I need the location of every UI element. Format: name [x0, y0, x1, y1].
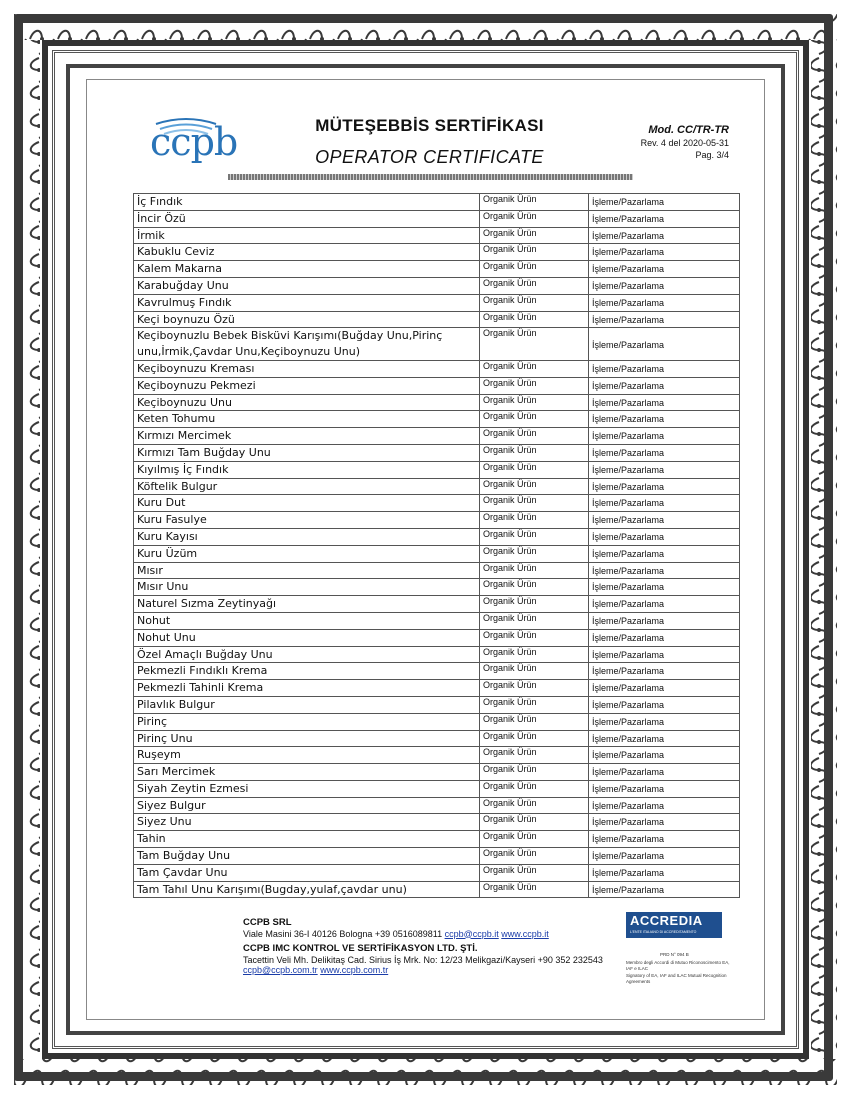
address-it — [243, 929, 623, 940]
category-cell: Organik Ürün — [480, 244, 589, 261]
product-name-cell: Nohut — [134, 612, 480, 629]
activity-cell: İşleme/Pazarlama — [589, 394, 740, 411]
product-name-cell: Naturel Sızma Zeytinyağı — [134, 596, 480, 613]
table-row — [134, 428, 740, 445]
product-name-cell: İrmik — [134, 227, 480, 244]
company-name-tr: CCPB IMC KONTROL VE SERTİFİKASYON LTD. ŞTİ. — [243, 943, 478, 954]
product-name-cell: Kabuklu Ceviz — [134, 244, 480, 261]
table-row — [134, 579, 740, 596]
product-name-cell: Pirinç — [134, 713, 480, 730]
table-row — [134, 210, 740, 227]
category-cell: Organik Ürün — [480, 646, 589, 663]
activity-cell: İşleme/Pazarlama — [589, 780, 740, 797]
table-row — [134, 360, 740, 377]
product-name-cell: Ruşeym — [134, 747, 480, 764]
product-name-cell: Tam Çavdar Unu — [134, 864, 480, 881]
category-cell: Organik Ürün — [480, 394, 589, 411]
category-cell: Organik Ürün — [480, 377, 589, 394]
category-cell: Organik Ürün — [480, 629, 589, 646]
product-name-cell: Kavrulmuş Fındık — [134, 294, 480, 311]
category-cell: Organik Ürün — [480, 780, 589, 797]
category-cell: Organik Ürün — [480, 881, 589, 898]
table-row — [134, 663, 740, 680]
product-name-cell: Pilavlık Bulgur — [134, 696, 480, 713]
category-cell: Organik Ürün — [480, 831, 589, 848]
activity-cell: İşleme/Pazarlama — [589, 461, 740, 478]
activity-cell: İşleme/Pazarlama — [589, 680, 740, 697]
table-row — [134, 411, 740, 428]
activity-cell: İşleme/Pazarlama — [589, 848, 740, 865]
footer — [243, 918, 623, 976]
form-code: Mod. CC/TR-TR — [648, 124, 729, 136]
table-row — [134, 646, 740, 663]
table-row — [134, 461, 740, 478]
table-row — [134, 444, 740, 461]
table-row — [134, 848, 740, 865]
category-cell: Organik Ürün — [480, 461, 589, 478]
product-name-cell: Kırmızı Mercimek — [134, 428, 480, 445]
table-row — [134, 612, 740, 629]
accredia-logo-text: ACCREDIA — [630, 913, 703, 928]
category-cell: Organik Ürün — [480, 227, 589, 244]
category-cell: Organik Ürün — [480, 277, 589, 294]
accredia-logo — [626, 912, 722, 938]
table-row — [134, 864, 740, 881]
category-cell: Organik Ürün — [480, 311, 589, 328]
address-it-text: Viale Masini 36-I 40126 Bologna +39 0516089811 — [243, 928, 443, 939]
product-name-cell: Kırmızı Tam Buğday Unu — [134, 444, 480, 461]
address-tr: Tacettin Veli Mh. Delikitaş Cad. Sirius İş Mrk. No: 12/23 Melikgazi/Kayseri +90 352 232543 — [243, 954, 603, 965]
table-row — [134, 261, 740, 278]
category-cell: Organik Ürün — [480, 545, 589, 562]
product-name-cell: Sarı Mercimek — [134, 764, 480, 781]
table-row — [134, 528, 740, 545]
product-name-cell: Kuru Üzüm — [134, 545, 480, 562]
activity-cell: İşleme/Pazarlama — [589, 411, 740, 428]
category-cell: Organik Ürün — [480, 663, 589, 680]
web-tr-link[interactable]: www.ccpb.com.tr — [320, 965, 389, 975]
table-row — [134, 377, 740, 394]
table-row — [134, 764, 740, 781]
product-name-cell: Tahin — [134, 831, 480, 848]
category-cell: Organik Ürün — [480, 562, 589, 579]
activity-cell: İşleme/Pazarlama — [589, 528, 740, 545]
product-name-cell: Pekmezli Fındıklı Krema — [134, 663, 480, 680]
activity-cell: İşleme/Pazarlama — [589, 360, 740, 377]
product-name-cell: Tam Buğday Unu — [134, 848, 480, 865]
product-name-cell: Kalem Makarna — [134, 261, 480, 278]
products-table — [133, 193, 740, 898]
activity-cell: İşleme/Pazarlama — [589, 562, 740, 579]
product-name-cell: Keçiboynuzu Kreması — [134, 360, 480, 377]
table-row — [134, 478, 740, 495]
category-cell: Organik Ürün — [480, 495, 589, 512]
table-row — [134, 311, 740, 328]
table-row — [134, 696, 740, 713]
activity-cell: İşleme/Pazarlama — [589, 210, 740, 227]
product-name-cell: Keçiboynuzlu Bebek Bisküvi Karışımı(Buğday Unu,Pirinç unu,İrmik,Çavdar Unu,Keçiboynuzu Unu) — [134, 328, 480, 361]
accreditation-number: PRD N° 094 B — [660, 952, 689, 957]
table-row — [134, 562, 740, 579]
company-name-it: CCPB SRL — [243, 917, 292, 928]
certificate-title-en: OPERATOR CERTIFICATE — [315, 147, 544, 167]
web-it-link[interactable]: www.ccpb.it — [501, 928, 549, 939]
table-row — [134, 545, 740, 562]
category-cell: Organik Ürün — [480, 328, 589, 361]
email-tr-link[interactable]: ccpb@ccpb.com.tr — [243, 965, 318, 975]
table-row — [134, 194, 740, 211]
accreditation-note-it: Membro degli Accordi di Mutuo Riconoscimento EA, IAF e ILAC — [626, 960, 730, 971]
product-name-cell: Özel Amaçlı Buğday Unu — [134, 646, 480, 663]
category-cell: Organik Ürün — [480, 864, 589, 881]
category-cell: Organik Ürün — [480, 528, 589, 545]
activity-cell: İşleme/Pazarlama — [589, 629, 740, 646]
product-name-cell: Kıyılmış İç Fındık — [134, 461, 480, 478]
ccpb-logo: ccpb — [150, 120, 238, 164]
activity-cell: İşleme/Pazarlama — [589, 797, 740, 814]
product-name-cell: Kuru Dut — [134, 495, 480, 512]
table-row — [134, 294, 740, 311]
activity-cell: İşleme/Pazarlama — [589, 747, 740, 764]
table-row — [134, 780, 740, 797]
table-row — [134, 713, 740, 730]
accreditation-note-en: Signatory of EA, IAF and ILAC Mutual Recognition Agreements — [626, 973, 727, 984]
email-it-link[interactable]: ccpb@ccpb.it — [444, 928, 499, 939]
category-cell: Organik Ürün — [480, 612, 589, 629]
product-name-cell: Siyah Zeytin Ezmesi — [134, 780, 480, 797]
activity-cell: İşleme/Pazarlama — [589, 663, 740, 680]
product-name-cell: Karabuğday Unu — [134, 277, 480, 294]
activity-cell: İşleme/Pazarlama — [589, 244, 740, 261]
product-name-cell: Nohut Unu — [134, 629, 480, 646]
category-cell: Organik Ürün — [480, 360, 589, 377]
product-name-cell: Siyez Bulgur — [134, 797, 480, 814]
table-row — [134, 244, 740, 261]
category-cell: Organik Ürün — [480, 596, 589, 613]
activity-cell: İşleme/Pazarlama — [589, 612, 740, 629]
table-row — [134, 831, 740, 848]
activity-cell: İşleme/Pazarlama — [589, 831, 740, 848]
category-cell: Organik Ürün — [480, 294, 589, 311]
activity-cell: İşleme/Pazarlama — [589, 261, 740, 278]
category-cell: Organik Ürün — [480, 579, 589, 596]
product-name-cell: Keçiboynuzu Unu — [134, 394, 480, 411]
category-cell: Organik Ürün — [480, 680, 589, 697]
product-name-cell: İncir Özü — [134, 210, 480, 227]
product-name-cell: Pekmezli Tahinli Krema — [134, 680, 480, 697]
category-cell: Organik Ürün — [480, 194, 589, 211]
category-cell: Organik Ürün — [480, 814, 589, 831]
category-cell: Organik Ürün — [480, 478, 589, 495]
page-number: Pag. 3/4 — [695, 150, 729, 160]
table-row — [134, 596, 740, 613]
activity-cell: İşleme/Pazarlama — [589, 512, 740, 529]
activity-cell: İşleme/Pazarlama — [589, 764, 740, 781]
revision: Rev. 4 del 2020-05-31 — [640, 138, 729, 148]
product-name-cell: Köftelik Bulgur — [134, 478, 480, 495]
activity-cell: İşleme/Pazarlama — [589, 377, 740, 394]
product-name-cell: Pirinç Unu — [134, 730, 480, 747]
table-row — [134, 512, 740, 529]
table-row — [134, 747, 740, 764]
activity-cell: İşleme/Pazarlama — [589, 881, 740, 898]
activity-cell: İşleme/Pazarlama — [589, 646, 740, 663]
category-cell: Organik Ürün — [480, 210, 589, 227]
activity-cell: İşleme/Pazarlama — [589, 864, 740, 881]
accredia-logo-sub: L'ENTE ITALIANO DI ACCREDITAMENTO — [630, 930, 697, 934]
activity-cell: İşleme/Pazarlama — [589, 579, 740, 596]
table-row — [134, 227, 740, 244]
title-divider — [228, 174, 633, 180]
table-row — [134, 797, 740, 814]
category-cell: Organik Ürün — [480, 848, 589, 865]
contacts-tr — [243, 965, 623, 976]
table-row — [134, 881, 740, 898]
product-name-cell: Keçi boynuzu Özü — [134, 311, 480, 328]
activity-cell: İşleme/Pazarlama — [589, 311, 740, 328]
activity-cell: İşleme/Pazarlama — [589, 294, 740, 311]
activity-cell: İşleme/Pazarlama — [589, 428, 740, 445]
category-cell: Organik Ürün — [480, 730, 589, 747]
activity-cell: İşleme/Pazarlama — [589, 444, 740, 461]
accreditation-note — [626, 960, 736, 984]
product-name-cell: Kuru Fasulye — [134, 512, 480, 529]
product-name-cell: Siyez Unu — [134, 814, 480, 831]
table-row — [134, 680, 740, 697]
activity-cell: İşleme/Pazarlama — [589, 814, 740, 831]
activity-cell: İşleme/Pazarlama — [589, 713, 740, 730]
activity-cell: İşleme/Pazarlama — [589, 277, 740, 294]
product-name-cell: Keçiboynuzu Pekmezi — [134, 377, 480, 394]
table-row — [134, 814, 740, 831]
category-cell: Organik Ürün — [480, 713, 589, 730]
activity-cell: İşleme/Pazarlama — [589, 478, 740, 495]
product-name-cell: Kuru Kayısı — [134, 528, 480, 545]
certificate-title-tr: MÜTEŞEBBİS SERTİFİKASI — [315, 116, 544, 135]
category-cell: Organik Ürün — [480, 797, 589, 814]
table-row — [134, 394, 740, 411]
category-cell: Organik Ürün — [480, 696, 589, 713]
activity-cell: İşleme/Pazarlama — [589, 227, 740, 244]
table-row — [134, 277, 740, 294]
activity-cell: İşleme/Pazarlama — [589, 328, 740, 361]
activity-cell: İşleme/Pazarlama — [589, 596, 740, 613]
category-cell: Organik Ürün — [480, 411, 589, 428]
activity-cell: İşleme/Pazarlama — [589, 495, 740, 512]
activity-cell: İşleme/Pazarlama — [589, 194, 740, 211]
category-cell: Organik Ürün — [480, 764, 589, 781]
product-name-cell: Mısır — [134, 562, 480, 579]
product-name-cell: Keten Tohumu — [134, 411, 480, 428]
category-cell: Organik Ürün — [480, 261, 589, 278]
table-row — [134, 495, 740, 512]
category-cell: Organik Ürün — [480, 512, 589, 529]
category-cell: Organik Ürün — [480, 747, 589, 764]
table-row — [134, 629, 740, 646]
product-name-cell: Mısır Unu — [134, 579, 480, 596]
table-row — [134, 730, 740, 747]
product-name-cell: İç Fındık — [134, 194, 480, 211]
product-name-cell: Tam Tahıl Unu Karışımı(Bugday,yulaf,çavdar unu) — [134, 881, 480, 898]
activity-cell: İşleme/Pazarlama — [589, 545, 740, 562]
category-cell: Organik Ürün — [480, 428, 589, 445]
activity-cell: İşleme/Pazarlama — [589, 730, 740, 747]
table-row — [134, 328, 740, 361]
category-cell: Organik Ürün — [480, 444, 589, 461]
activity-cell: İşleme/Pazarlama — [589, 696, 740, 713]
